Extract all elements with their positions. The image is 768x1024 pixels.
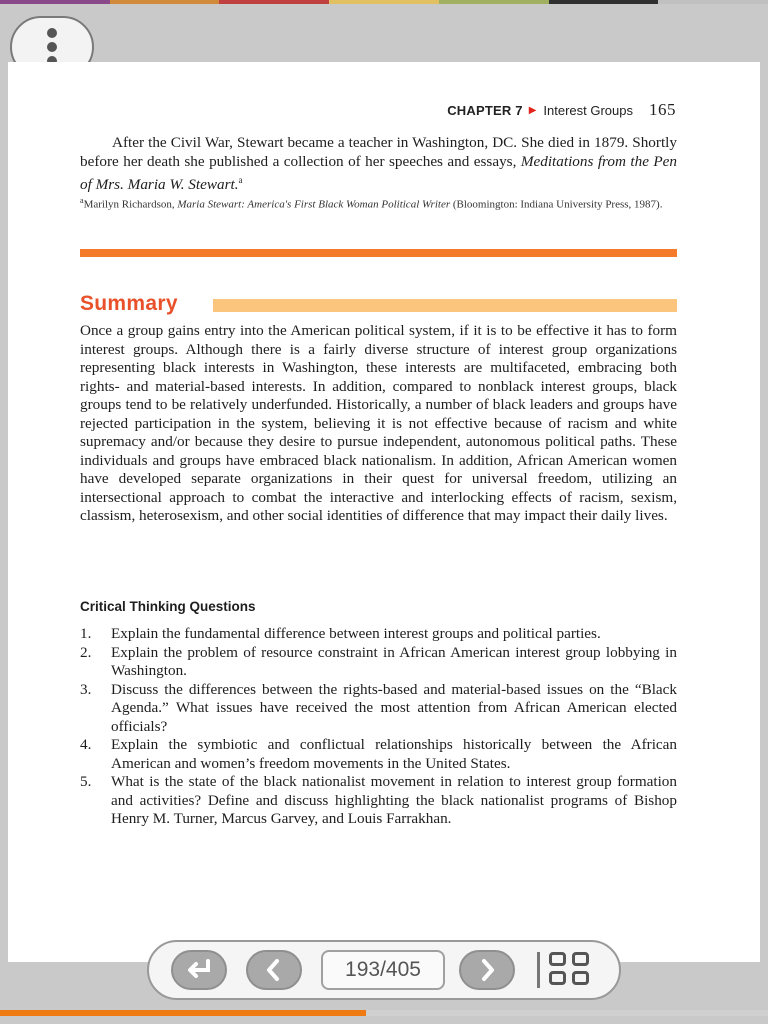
footnote-ref: a: [238, 175, 243, 185]
section-divider: [80, 249, 677, 257]
list-item: 2. Explain the problem of resource constraint in African American interest group lobbying in Washington.: [80, 643, 677, 679]
footnote: $^a$Marilyn Richardson, Maria Stewart: America's First Black Woman Political Writer (Bloomington: Indiana University Press, 1987).: [80, 196, 663, 211]
list-item: 5. What is the state of the black nationalist movement in relation to interest group formation and activities? Define and discuss highlighting the black nationalist programs of Bishop Henry M. Turner, Marcus Garvey, and Louis Farrakhan.: [80, 773, 677, 827]
back-button[interactable]: [171, 950, 227, 990]
chapter-label: CHAPTER 7: [447, 102, 523, 118]
reader-toolbar: [147, 940, 621, 1000]
reading-progress-fill: [0, 1010, 366, 1016]
running-head: [447, 100, 676, 120]
summary-heading: Summary: [80, 292, 178, 315]
summary-heading-bar: [213, 299, 677, 312]
grid-view-button[interactable]: [547, 952, 597, 990]
questions-list: [80, 625, 677, 829]
next-page-button[interactable]: [459, 950, 515, 990]
section-label: Interest Groups: [543, 102, 633, 118]
page-counter[interactable]: 193/405: [321, 950, 445, 990]
page-number: 165: [649, 100, 676, 119]
list-item: 3. Discuss the differences between the rights-based and material-based issues on the “Black Agenda.” What issues have received the most attention from African American elected officials?: [80, 680, 677, 735]
list-item: 1. Explain the fundamental difference between interest groups and political parties.: [80, 625, 601, 642]
list-item: 4. Explain the symbiotic and conflictual relationships historically between the African American and women’s freedom movements in the United States.: [80, 736, 677, 772]
summary-paragraph: Once a group gains entry into the American political system, if it is to be effective it has to form interest groups. Although there is a fairly diverse structure of interest group organizations representing black interests in Washington, these interests are multifaceted, embracing both rights- and material-based interests. In addition, compared to nonblack interest groups, black groups tend to be relatively underfunded. Historically, a number of black leaders and groups have rejected participation in the system, believing it is not effective because of racism and white supremacy and/or because they desire to pursue independent, autonomous political paths. These individuals and groups have embraced black nationalism. In addition, African American women have developed separate organizations in their quest for universal freedom, utilizing an intersectional approach to combat the interactive and interlocking effects of racism, sexism, classism, heterosexism, and other social identities of difference that may impact their daily lives.: [80, 322, 677, 524]
book-page: [8, 62, 760, 962]
return-icon: [184, 957, 214, 983]
toolbar-divider: [537, 952, 540, 988]
critical-thinking-heading: Critical Thinking Questions: [80, 599, 256, 614]
more-vertical-icon: [47, 28, 57, 38]
chevron-left-icon: [263, 957, 285, 983]
previous-page-button[interactable]: [246, 950, 302, 990]
reading-progress-bar: [0, 1010, 768, 1016]
triangle-right-icon: ▶: [528, 104, 537, 116]
book-title: Meditations from the Pen of Mrs. Maria W. Stewart.: [80, 152, 677, 194]
intro-paragraph: After the Civil War, Stewart became a teacher in Washington, DC. She died in 1879. Shortly before her death she published a collection of her speeches and essays, Meditations from the Pen of Mrs. Maria W. Stewart.$^a$: [80, 134, 677, 194]
top-color-strip: [0, 0, 768, 4]
chevron-right-icon: [476, 957, 498, 983]
